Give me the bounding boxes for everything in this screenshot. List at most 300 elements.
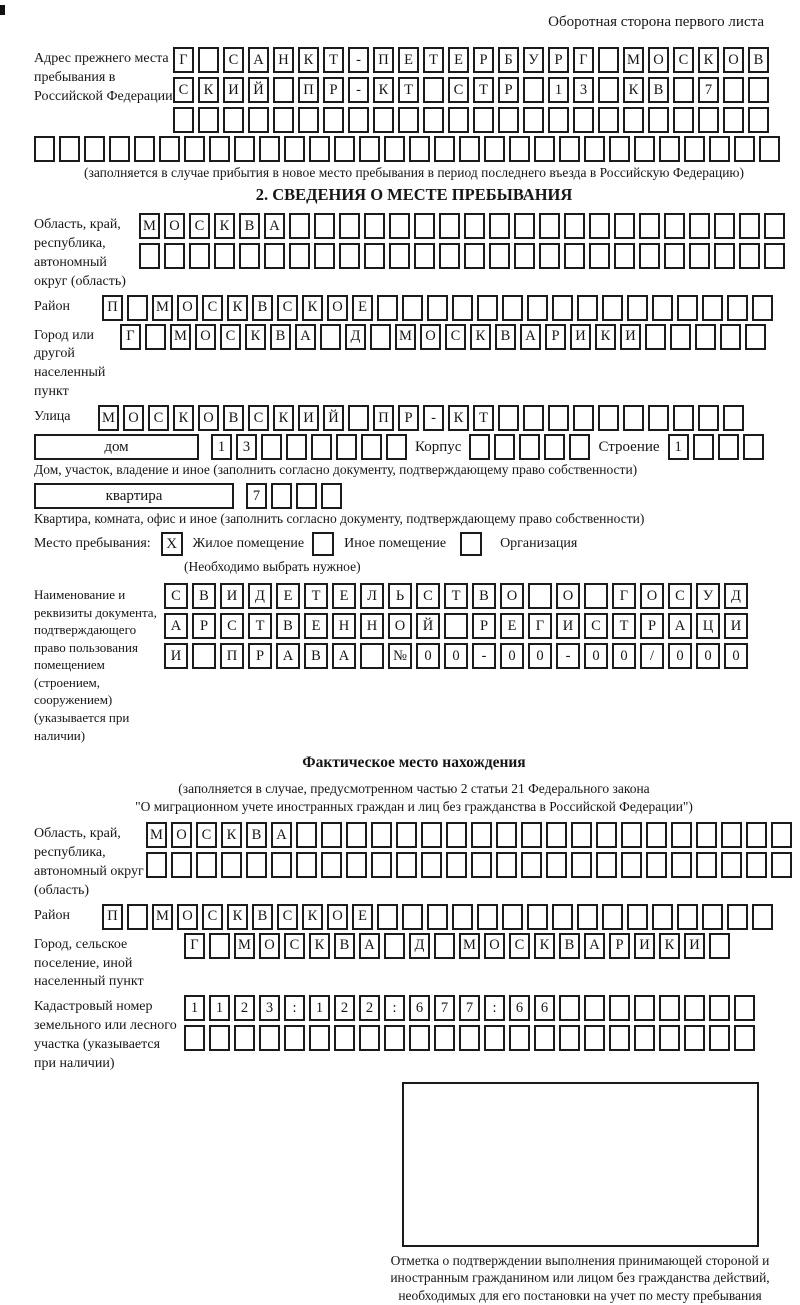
grid-cell[interactable]: О [171, 822, 192, 848]
grid-cell[interactable] [759, 136, 780, 162]
grid-cell[interactable]: Д [409, 933, 430, 959]
grid-cell[interactable]: С [189, 213, 210, 239]
grid-cell[interactable] [484, 136, 505, 162]
grid-cell[interactable]: А [276, 643, 300, 669]
grid-cell[interactable]: Т [444, 583, 468, 609]
grid-cell[interactable]: И [620, 324, 641, 350]
grid-cell[interactable] [584, 1025, 605, 1051]
checkbox-organizatsiya[interactable] [460, 532, 482, 556]
grid-cell[interactable]: С [673, 47, 694, 73]
grid-cell[interactable]: В [472, 583, 496, 609]
grid-cell[interactable] [314, 243, 335, 269]
grid-cell[interactable]: Е [332, 583, 356, 609]
grid-cell[interactable] [189, 243, 210, 269]
grid-cell[interactable] [498, 405, 519, 431]
grid-cell[interactable]: 7 [434, 995, 455, 1021]
grid-cell[interactable]: Т [323, 47, 344, 73]
grid-cell[interactable] [673, 107, 694, 133]
grid-cell[interactable] [271, 852, 292, 878]
grid-cell[interactable]: Г [528, 613, 552, 639]
grid-cell[interactable] [209, 1025, 230, 1051]
grid-cell[interactable]: В [252, 904, 273, 930]
grid-cell[interactable] [509, 1025, 530, 1051]
grid-cell[interactable]: И [556, 613, 580, 639]
grid-cell[interactable] [634, 1025, 655, 1051]
grid-cell[interactable] [627, 904, 648, 930]
grid-cell[interactable]: И [684, 933, 705, 959]
checkbox-zhiloe-pomeshchenie[interactable]: X [161, 532, 183, 556]
grid-cell[interactable] [477, 295, 498, 321]
grid-cell[interactable] [146, 852, 167, 878]
grid-cell[interactable]: С [277, 295, 298, 321]
grid-cell[interactable] [589, 243, 610, 269]
grid-cell[interactable] [546, 852, 567, 878]
grid-cell[interactable] [752, 295, 773, 321]
grid-cell[interactable] [384, 933, 405, 959]
grid-cell[interactable]: Н [273, 47, 294, 73]
grid-cell[interactable] [446, 852, 467, 878]
grid-cell[interactable] [334, 136, 355, 162]
grid-cell[interactable] [614, 243, 635, 269]
grid-cell[interactable]: : [384, 995, 405, 1021]
grid-cell[interactable]: В [246, 822, 267, 848]
grid-cell[interactable] [723, 77, 744, 103]
grid-cell[interactable] [646, 852, 667, 878]
grid-cell[interactable]: К [245, 324, 266, 350]
grid-cell[interactable] [427, 295, 448, 321]
grid-cell[interactable] [559, 136, 580, 162]
grid-cell[interactable] [502, 904, 523, 930]
grid-cell[interactable] [459, 1025, 480, 1051]
grid-cell[interactable] [386, 434, 407, 460]
grid-cell[interactable] [748, 107, 769, 133]
grid-cell[interactable] [709, 1025, 730, 1051]
grid-cell[interactable]: Р [472, 613, 496, 639]
grid-cell[interactable] [284, 136, 305, 162]
grid-cell[interactable] [339, 213, 360, 239]
grid-cell[interactable] [771, 852, 792, 878]
grid-cell[interactable]: О [648, 47, 669, 73]
grid-cell[interactable]: Р [548, 47, 569, 73]
grid-cell[interactable] [409, 1025, 430, 1051]
grid-cell[interactable] [671, 822, 692, 848]
grid-cell[interactable]: С [284, 933, 305, 959]
grid-cell[interactable]: М [395, 324, 416, 350]
grid-cell[interactable]: В [559, 933, 580, 959]
grid-cell[interactable]: 0 [528, 643, 552, 669]
grid-cell[interactable]: Д [345, 324, 366, 350]
grid-cell[interactable] [502, 295, 523, 321]
grid-cell[interactable] [548, 107, 569, 133]
grid-cell[interactable]: Р [248, 643, 272, 669]
grid-cell[interactable]: П [373, 47, 394, 73]
grid-cell[interactable]: К [298, 47, 319, 73]
grid-cell[interactable]: С [148, 405, 169, 431]
grid-cell[interactable]: С [220, 613, 244, 639]
grid-cell[interactable]: К [623, 77, 644, 103]
grid-cell[interactable]: И [724, 613, 748, 639]
grid-cell[interactable] [646, 822, 667, 848]
grid-cell[interactable] [573, 107, 594, 133]
grid-cell[interactable]: С [173, 77, 194, 103]
grid-cell[interactable] [371, 822, 392, 848]
grid-cell[interactable] [321, 852, 342, 878]
grid-cell[interactable]: П [220, 643, 244, 669]
grid-cell[interactable] [698, 405, 719, 431]
grid-cell[interactable] [184, 136, 205, 162]
grid-cell[interactable] [645, 324, 666, 350]
grid-cell[interactable]: Г [573, 47, 594, 73]
grid-cell[interactable]: О [327, 295, 348, 321]
grid-cell[interactable]: Е [448, 47, 469, 73]
grid-cell[interactable] [534, 136, 555, 162]
grid-cell[interactable] [671, 852, 692, 878]
grid-cell[interactable]: - [348, 77, 369, 103]
grid-cell[interactable]: О [420, 324, 441, 350]
grid-cell[interactable] [234, 1025, 255, 1051]
grid-cell[interactable] [598, 405, 619, 431]
grid-cell[interactable]: 2 [334, 995, 355, 1021]
grid-cell[interactable] [473, 107, 494, 133]
grid-cell[interactable]: К [309, 933, 330, 959]
grid-cell[interactable] [127, 295, 148, 321]
grid-cell[interactable]: У [696, 583, 720, 609]
grid-cell[interactable] [314, 213, 335, 239]
grid-cell[interactable]: К [227, 295, 248, 321]
grid-cell[interactable]: 0 [500, 643, 524, 669]
grid-cell[interactable]: Н [360, 613, 384, 639]
grid-cell[interactable]: Ь [388, 583, 412, 609]
grid-cell[interactable] [323, 107, 344, 133]
grid-cell[interactable]: И [164, 643, 188, 669]
grid-cell[interactable] [519, 434, 540, 460]
grid-cell[interactable]: О [388, 613, 412, 639]
grid-cell[interactable] [373, 107, 394, 133]
grid-cell[interactable] [198, 107, 219, 133]
grid-cell[interactable]: 1 [309, 995, 330, 1021]
grid-cell[interactable] [298, 107, 319, 133]
grid-cell[interactable] [477, 904, 498, 930]
grid-cell[interactable] [714, 243, 735, 269]
grid-cell[interactable]: Е [352, 904, 373, 930]
grid-cell[interactable] [521, 822, 542, 848]
grid-cell[interactable]: 1 [211, 434, 232, 460]
grid-cell[interactable] [409, 136, 430, 162]
grid-cell[interactable] [59, 136, 80, 162]
grid-cell[interactable] [84, 136, 105, 162]
grid-cell[interactable] [289, 213, 310, 239]
grid-cell[interactable]: О [484, 933, 505, 959]
grid-cell[interactable]: И [298, 405, 319, 431]
grid-cell[interactable]: Р [498, 77, 519, 103]
grid-cell[interactable] [164, 243, 185, 269]
grid-cell[interactable] [259, 136, 280, 162]
grid-cell[interactable]: А [295, 324, 316, 350]
grid-cell[interactable]: 1 [184, 995, 205, 1021]
grid-cell[interactable] [434, 1025, 455, 1051]
grid-cell[interactable] [273, 107, 294, 133]
grid-cell[interactable]: С [584, 613, 608, 639]
grid-cell[interactable] [348, 107, 369, 133]
grid-cell[interactable] [336, 434, 357, 460]
grid-cell[interactable] [414, 243, 435, 269]
grid-cell[interactable] [677, 295, 698, 321]
grid-cell[interactable] [514, 243, 535, 269]
grid-cell[interactable]: С [509, 933, 530, 959]
grid-cell[interactable]: А [271, 822, 292, 848]
grid-cell[interactable]: 7 [246, 483, 267, 509]
grid-cell[interactable] [198, 47, 219, 73]
grid-cell[interactable]: К [373, 77, 394, 103]
grid-cell[interactable] [577, 904, 598, 930]
grid-cell[interactable]: В [276, 613, 300, 639]
grid-cell[interactable] [273, 77, 294, 103]
grid-cell[interactable] [702, 295, 723, 321]
grid-cell[interactable]: Й [323, 405, 344, 431]
grid-cell[interactable]: В [495, 324, 516, 350]
grid-cell[interactable] [284, 1025, 305, 1051]
grid-cell[interactable] [421, 852, 442, 878]
grid-cell[interactable]: : [484, 995, 505, 1021]
grid-cell[interactable]: 0 [696, 643, 720, 669]
grid-cell[interactable]: 0 [416, 643, 440, 669]
grid-cell[interactable] [721, 822, 742, 848]
grid-cell[interactable] [439, 213, 460, 239]
grid-cell[interactable] [659, 136, 680, 162]
grid-cell[interactable] [514, 213, 535, 239]
grid-cell[interactable]: К [302, 904, 323, 930]
grid-cell[interactable]: 0 [444, 643, 468, 669]
grid-cell[interactable] [434, 136, 455, 162]
grid-cell[interactable]: К [198, 77, 219, 103]
grid-cell[interactable] [734, 995, 755, 1021]
grid-cell[interactable]: С [223, 47, 244, 73]
grid-cell[interactable] [469, 434, 490, 460]
grid-cell[interactable] [396, 852, 417, 878]
grid-cell[interactable] [444, 613, 468, 639]
grid-cell[interactable] [571, 852, 592, 878]
grid-cell[interactable]: № [388, 643, 412, 669]
grid-cell[interactable] [702, 904, 723, 930]
grid-cell[interactable]: Р [545, 324, 566, 350]
grid-cell[interactable] [402, 295, 423, 321]
grid-cell[interactable]: К [173, 405, 194, 431]
grid-cell[interactable]: О [164, 213, 185, 239]
grid-cell[interactable] [296, 483, 317, 509]
grid-cell[interactable] [577, 295, 598, 321]
grid-cell[interactable] [261, 434, 282, 460]
grid-cell[interactable] [360, 643, 384, 669]
grid-cell[interactable]: Г [120, 324, 141, 350]
grid-cell[interactable]: В [252, 295, 273, 321]
grid-cell[interactable]: Л [360, 583, 384, 609]
grid-cell[interactable] [364, 213, 385, 239]
grid-cell[interactable]: 0 [612, 643, 636, 669]
grid-cell[interactable] [564, 243, 585, 269]
grid-cell[interactable] [764, 243, 785, 269]
grid-cell[interactable] [359, 1025, 380, 1051]
grid-cell[interactable] [659, 1025, 680, 1051]
grid-cell[interactable]: В [648, 77, 669, 103]
grid-cell[interactable]: Т [248, 613, 272, 639]
grid-cell[interactable] [34, 136, 55, 162]
grid-cell[interactable] [459, 136, 480, 162]
grid-cell[interactable]: С [202, 295, 223, 321]
grid-cell[interactable] [598, 77, 619, 103]
grid-cell[interactable] [452, 295, 473, 321]
grid-cell[interactable]: 3 [236, 434, 257, 460]
grid-cell[interactable]: К [595, 324, 616, 350]
grid-cell[interactable]: А [668, 613, 692, 639]
grid-cell[interactable] [648, 405, 669, 431]
grid-cell[interactable]: А [264, 213, 285, 239]
grid-cell[interactable] [346, 822, 367, 848]
grid-cell[interactable]: У [523, 47, 544, 73]
grid-cell[interactable] [627, 295, 648, 321]
grid-cell[interactable]: О [259, 933, 280, 959]
grid-cell[interactable]: М [146, 822, 167, 848]
grid-cell[interactable] [634, 136, 655, 162]
grid-cell[interactable] [734, 1025, 755, 1051]
grid-cell[interactable] [721, 852, 742, 878]
grid-cell[interactable]: Г [612, 583, 636, 609]
grid-cell[interactable] [311, 434, 332, 460]
grid-cell[interactable] [184, 1025, 205, 1051]
grid-cell[interactable]: 6 [409, 995, 430, 1021]
grid-cell[interactable] [714, 213, 735, 239]
grid-cell[interactable] [623, 107, 644, 133]
grid-cell[interactable] [471, 852, 492, 878]
grid-cell[interactable] [159, 136, 180, 162]
grid-cell[interactable] [684, 1025, 705, 1051]
grid-cell[interactable] [286, 434, 307, 460]
grid-cell[interactable] [421, 822, 442, 848]
grid-cell[interactable]: Т [423, 47, 444, 73]
grid-cell[interactable]: Й [248, 77, 269, 103]
grid-cell[interactable] [546, 822, 567, 848]
grid-cell[interactable] [489, 243, 510, 269]
grid-cell[interactable] [723, 107, 744, 133]
grid-cell[interactable]: Е [304, 613, 328, 639]
grid-cell[interactable]: М [139, 213, 160, 239]
grid-cell[interactable] [494, 434, 515, 460]
grid-cell[interactable] [652, 295, 673, 321]
grid-cell[interactable]: - [423, 405, 444, 431]
grid-cell[interactable] [723, 405, 744, 431]
grid-cell[interactable] [689, 213, 710, 239]
grid-cell[interactable] [309, 136, 330, 162]
grid-cell[interactable]: П [373, 405, 394, 431]
grid-cell[interactable]: 6 [509, 995, 530, 1021]
grid-cell[interactable]: : [284, 995, 305, 1021]
grid-cell[interactable] [673, 405, 694, 431]
grid-cell[interactable]: В [334, 933, 355, 959]
grid-cell[interactable] [609, 995, 630, 1021]
grid-cell[interactable] [434, 933, 455, 959]
grid-cell[interactable] [498, 107, 519, 133]
grid-cell[interactable]: В [223, 405, 244, 431]
grid-cell[interactable]: С [196, 822, 217, 848]
grid-cell[interactable]: М [234, 933, 255, 959]
grid-cell[interactable]: С [445, 324, 466, 350]
grid-cell[interactable]: В [239, 213, 260, 239]
grid-cell[interactable] [109, 136, 130, 162]
grid-cell[interactable]: С [277, 904, 298, 930]
grid-cell[interactable] [718, 434, 739, 460]
grid-cell[interactable]: - [348, 47, 369, 73]
grid-cell[interactable] [584, 136, 605, 162]
grid-cell[interactable] [746, 822, 767, 848]
grid-cell[interactable] [527, 295, 548, 321]
grid-cell[interactable] [321, 822, 342, 848]
grid-cell[interactable] [321, 483, 342, 509]
grid-cell[interactable] [746, 852, 767, 878]
grid-cell[interactable]: М [459, 933, 480, 959]
grid-cell[interactable]: П [102, 904, 123, 930]
grid-cell[interactable] [602, 904, 623, 930]
grid-cell[interactable]: И [570, 324, 591, 350]
grid-cell[interactable] [523, 107, 544, 133]
grid-cell[interactable] [659, 995, 680, 1021]
grid-cell[interactable] [214, 243, 235, 269]
grid-cell[interactable]: 1 [668, 434, 689, 460]
grid-cell[interactable] [745, 324, 766, 350]
grid-cell[interactable] [664, 213, 685, 239]
grid-cell[interactable]: 0 [584, 643, 608, 669]
grid-cell[interactable] [564, 213, 585, 239]
grid-cell[interactable] [246, 852, 267, 878]
grid-cell[interactable]: П [298, 77, 319, 103]
grid-cell[interactable]: А [520, 324, 541, 350]
grid-cell[interactable] [598, 47, 619, 73]
grid-cell[interactable] [602, 295, 623, 321]
grid-cell[interactable]: А [248, 47, 269, 73]
grid-cell[interactable] [339, 243, 360, 269]
grid-cell[interactable] [698, 107, 719, 133]
grid-cell[interactable] [396, 822, 417, 848]
grid-cell[interactable] [739, 243, 760, 269]
grid-cell[interactable]: К [534, 933, 555, 959]
grid-cell[interactable]: 1 [548, 77, 569, 103]
grid-cell[interactable] [364, 243, 385, 269]
grid-cell[interactable]: К [227, 904, 248, 930]
grid-cell[interactable] [596, 822, 617, 848]
grid-cell[interactable] [320, 324, 341, 350]
grid-cell[interactable]: - [472, 643, 496, 669]
grid-cell[interactable] [139, 243, 160, 269]
grid-cell[interactable] [569, 434, 590, 460]
grid-cell[interactable]: 7 [459, 995, 480, 1021]
grid-cell[interactable] [446, 822, 467, 848]
grid-cell[interactable]: Р [192, 613, 216, 639]
grid-cell[interactable]: О [327, 904, 348, 930]
grid-cell[interactable] [289, 243, 310, 269]
grid-cell[interactable]: Р [398, 405, 419, 431]
grid-cell[interactable] [471, 822, 492, 848]
grid-cell[interactable]: Р [323, 77, 344, 103]
grid-cell[interactable] [559, 1025, 580, 1051]
grid-cell[interactable] [523, 405, 544, 431]
grid-cell[interactable]: М [623, 47, 644, 73]
grid-cell[interactable] [539, 243, 560, 269]
grid-cell[interactable] [377, 904, 398, 930]
grid-cell[interactable] [696, 822, 717, 848]
grid-cell[interactable]: С [448, 77, 469, 103]
grid-cell[interactable] [234, 136, 255, 162]
grid-cell[interactable]: Т [473, 405, 494, 431]
grid-cell[interactable] [696, 852, 717, 878]
grid-cell[interactable] [552, 295, 573, 321]
